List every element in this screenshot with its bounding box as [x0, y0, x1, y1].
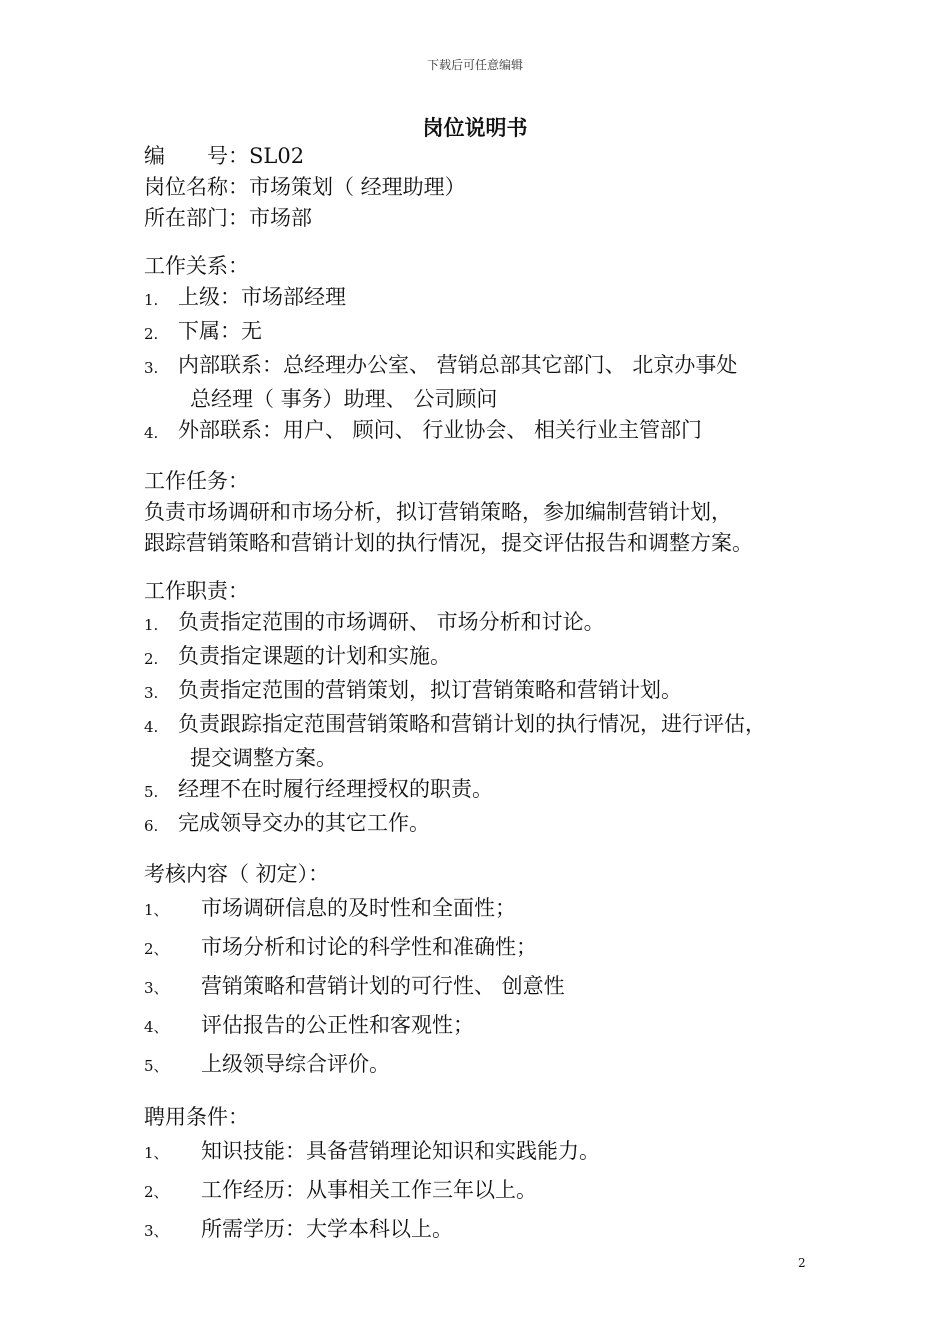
duties-heading: 工作职责：: [144, 579, 249, 603]
relations-heading: 工作关系：: [144, 254, 249, 278]
list-item: [144, 774, 844, 808]
department-value: 市场部: [249, 206, 312, 230]
item-text: 市场调研信息的及时性和全面性；: [201, 896, 516, 920]
item-number: 6.: [144, 817, 159, 835]
task-line: 跟踪营销策略和营销计划的执行情况，提交评估报告和调整方案。: [144, 531, 753, 555]
document-title: 岗位说明书: [422, 116, 528, 140]
position-line: [144, 172, 844, 203]
item-text: 上级：市场部经理: [178, 285, 346, 309]
list-item: [144, 415, 844, 449]
list-item: [144, 607, 844, 641]
item-text: 上级领导综合评价。: [201, 1052, 390, 1076]
item-text: 评估报告的公正性和客观性；: [201, 1013, 474, 1037]
list-item: [144, 968, 844, 1007]
item-number: 4、: [144, 1018, 169, 1036]
item-number: 5、: [144, 1057, 169, 1075]
item-number: 4.: [144, 424, 159, 442]
list-item: [144, 929, 844, 968]
item-text: 经理不在时履行经理授权的职责。: [178, 777, 493, 801]
item-text: 负责指定范围的市场调研、 市场分析和讨论。: [178, 610, 605, 634]
item-continuation: 提交调整方案。: [190, 746, 337, 770]
item-number: 2、: [144, 940, 169, 958]
item-text: 负责跟踪指定范围营销策略和营销计划的执行情况，进行评估，: [178, 712, 766, 736]
item-text: 完成领导交办的其它工作。: [178, 811, 430, 835]
document-body: [144, 141, 844, 1250]
list-item: [144, 1007, 844, 1046]
item-number: 2、: [144, 1183, 169, 1201]
item-number: 2.: [144, 325, 159, 343]
item-text: 外部联系：用户、 顾问、 行业协会、 相关行业主管部门: [178, 418, 703, 442]
list-item: [144, 282, 844, 316]
task-line: 负责市场调研和市场分析，拟订营销策略，参加编制营销计划，: [144, 500, 732, 524]
item-text: 内部联系：总经理办公室、 营销总部其它部门、 北京办事处: [178, 353, 738, 377]
item-continuation: 总经理（ 事务）助理、 公司顾问: [190, 387, 498, 411]
list-item: [144, 1172, 844, 1211]
header-note: 下载后可任意编辑: [426, 58, 523, 72]
department-label: 所在部门：: [144, 206, 249, 230]
item-number: 2.: [144, 650, 159, 668]
item-number: 4.: [144, 718, 159, 736]
list-item: [144, 1211, 844, 1250]
item-number: 5.: [144, 783, 159, 801]
item-number: 1、: [144, 1144, 169, 1162]
page-number: 2: [798, 1256, 806, 1270]
task-heading: 工作任务：: [144, 469, 249, 493]
item-text: 知识技能：具备营销理论知识和实践能力。: [201, 1139, 600, 1163]
item-number: 1、: [144, 901, 169, 919]
item-text: 负责指定范围的营销策划，拟订营销策略和营销计划。: [178, 678, 682, 702]
item-text: 所需学历：大学本科以上。: [201, 1217, 453, 1241]
department-line: [144, 203, 844, 234]
item-number: 1.: [144, 616, 159, 634]
item-number: 1.: [144, 291, 159, 309]
item-number: 3.: [144, 359, 159, 377]
list-item: [144, 1133, 844, 1172]
requirements-heading: 聘用条件：: [144, 1105, 249, 1129]
item-number: 3.: [144, 684, 159, 702]
position-label: 岗位名称：: [144, 175, 249, 199]
list-item: [144, 641, 844, 675]
code-label: 编 号：: [144, 144, 249, 168]
list-item: [144, 808, 844, 842]
position-value: 市场策划（ 经理助理）: [249, 175, 466, 199]
item-number: 3、: [144, 1222, 169, 1240]
item-text: 市场分析和讨论的科学性和准确性；: [201, 935, 537, 959]
list-item: [144, 709, 844, 743]
list-item: [144, 890, 844, 929]
list-item: [144, 675, 844, 709]
list-item: [144, 350, 844, 384]
item-text: 下属：无: [178, 319, 262, 343]
item-text: 负责指定课题的计划和实施。: [178, 644, 451, 668]
code-value: SL02: [249, 144, 305, 168]
list-item: [144, 1046, 844, 1085]
assessment-heading: 考核内容（ 初定）：: [144, 862, 330, 886]
item-number: 3、: [144, 979, 169, 997]
item-text: 工作经历：从事相关工作三年以上。: [201, 1178, 537, 1202]
code-line: [144, 141, 844, 172]
list-item: [144, 316, 844, 350]
item-text: 营销策略和营销计划的可行性、 创意性: [201, 974, 565, 998]
